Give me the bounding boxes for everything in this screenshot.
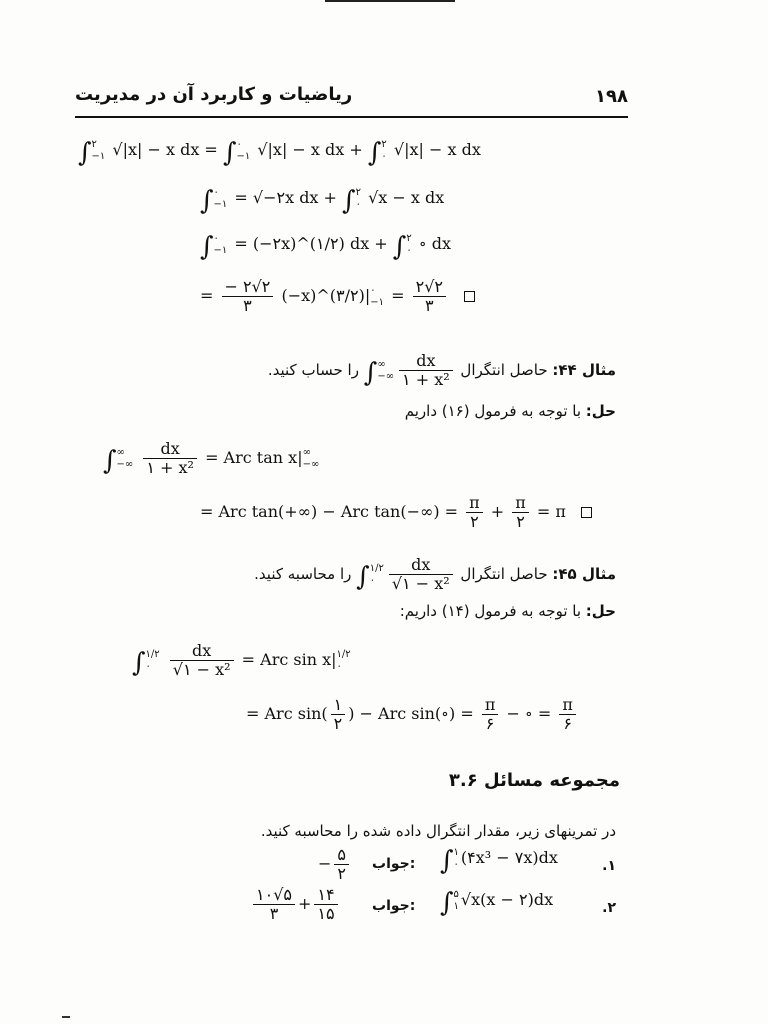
answer-label: جواب: (372, 856, 416, 872)
problem-1 (0, 846, 616, 886)
equation-line-2: ∫۰ −۱ = √−۲x dx + ∫۲ ۰ √x − x dx (200, 186, 445, 216)
qed-box (464, 291, 475, 302)
example-45-statement: مثال ۴۵: حاصل انتگرال ∫۱/۲ ۰ $\frac{dx}{\text{√۱ − x²}}$ را محاسبه کنید. (254, 555, 616, 593)
example-44-eq1: ∫∞ −∞ $\frac{dx}{\text{۱ + x²}}$ = Arc tan x|∞ −∞ (103, 439, 320, 477)
page-header (75, 80, 628, 120)
example-44-eq2: = Arc tan(+∞) − Arc tan(−∞) = $\frac{\pi}{۲}$ + $\frac{\pi}{۲}$ = π (200, 494, 592, 531)
example-45-eq1: ∫۱/۲ ۰ $\frac{dx}{\text{√۱ − x²}}$ = Arc sin x|۱/۲ ۰ (132, 641, 351, 679)
example-44-statement: مثال ۴۴: حاصل انتگرال ∫∞ −∞ $\frac{dx}{\text{۱ + x²}}$ را حساب کنید. (267, 351, 616, 389)
running-title: ریاضیات و کاربرد آن در مدیریت (75, 84, 353, 105)
example-45-eq2: = Arc sin( $\frac{۱}{۲}$ ) − Arc sin(∘) = $\frac{\pi}{۶}$ − ∘ = $\frac{\pi}{۶}$ (246, 696, 579, 733)
problem-number: ۱. (602, 858, 616, 874)
bottom-mark (62, 1016, 70, 1018)
problem-answer: − $\frac{۵}{۲}$ (318, 846, 352, 883)
problem-integral: ∫۵ ۱ √x(x − ۲)dx (440, 888, 554, 918)
problem-number: ۲. (602, 900, 616, 916)
section-title: مجموعه مسائل ۳.۶ (448, 770, 620, 791)
header-rule (75, 116, 628, 118)
example-44-solution: حل: با توجه به فرمول (۱۶) داریم (404, 402, 616, 420)
problem-2 (0, 886, 616, 930)
answer-label: جواب: (372, 898, 416, 914)
qed-box (581, 507, 592, 518)
equation-line-3: ∫۰ −۱ = (−۲x)^(۱/۲) dx + ∫۲ ۰ ∘ dx (200, 232, 452, 262)
example-45-solution: حل: با توجه به فرمول (۱۴) داریم: (399, 602, 616, 620)
problem-integral: ∫۱ ۰ (۴x³ − ۷x)dx (440, 846, 558, 876)
page-number: ۱۹۸ (595, 86, 628, 107)
problem-answer: $\frac{۱۰√۵}{۳}$ + $\frac{۱۴}{۱۵}$ (250, 886, 341, 923)
equation-line-1: ∫۲ −۱ √|x| − x dx = ∫۰ −۱ √|x| − x dx + ∫۲ ۰ √|x| − x dx (78, 138, 481, 168)
top-rule (325, 0, 455, 2)
equation-line-4: = $\frac{- ۲√۲}{۳}$ (−x)^(۳/۲)|۰ −۱ = $\frac{۲√۲}{۳}$ (200, 278, 475, 315)
problems-intro: در تمرینهای زیر، مقدار انتگرال داده شده را محاسبه کنید. (260, 822, 616, 840)
